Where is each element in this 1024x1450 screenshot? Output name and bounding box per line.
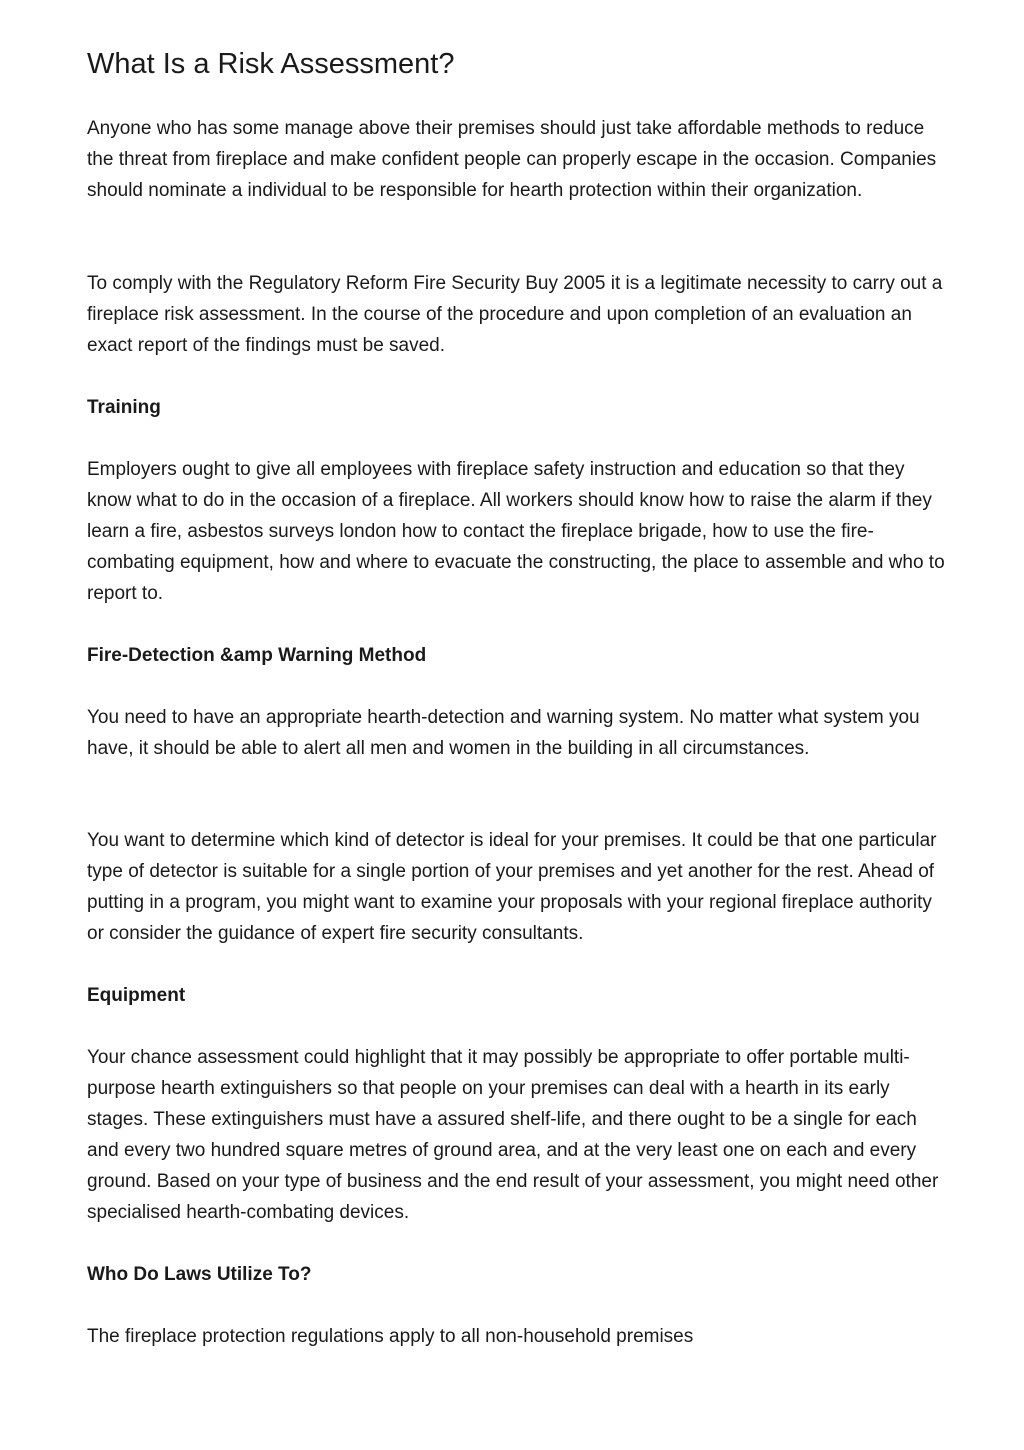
fire-detection-paragraph-2: You want to determine which kind of detector is ideal for your premises. It could be that one particular type of detector is suitable for a single portion of your premises and yet another for the rest. Ahead of putting in a program, you might want to examine your proposals with your regional fireplace authority or consider the guidance of expert fire security consultants.	[87, 830, 937, 944]
fire-detection-paragraph-1: You need to have an appropriate hearth-detection and warning system. No matter what system you have, it should be able to alert all men and women in the building in all circumstances.	[87, 707, 920, 759]
intro-paragraph-2: To comply with the Regulatory Reform Fire Security Buy 2005 it is a legitimate necessity to carry out a fireplace risk assessment. In the course of the procedure and upon completion of an evaluation an exact report of the findings must be saved.	[87, 273, 943, 356]
page-title: What Is a Risk Assessment?	[87, 48, 455, 80]
section-heading-training: Training	[87, 397, 161, 418]
section-heading-fire-detection: Fire-Detection &amp Warning Method	[87, 645, 427, 666]
section-heading-who-do-laws-apply: Who Do Laws Utilize To?	[87, 1264, 312, 1285]
intro-paragraph-1: Anyone who has some manage above their premises should just take affordable methods to reduce the threat from fireplace and make confident people can properly escape in the occasion. Companies should nominate a individual to be responsible for hearth protection within their organization.	[87, 118, 937, 201]
equipment-paragraph: Your chance assessment could highlight that it may possibly be appropriate to offer portable multi-purpose hearth extinguishers so that people on your premises can deal with a hearth in its early stages. These extinguishers must have a assured shelf-life, and there ought to be a single for each and every two hundred square metres of ground area, and at the very least one on each and every ground. Based on your type of business and the end result of your assessment, you might need other specialised hearth-combating devices.	[87, 1047, 939, 1223]
who-do-laws-apply-paragraph: The fireplace protection regulations apply to all non-household premises	[87, 1326, 694, 1347]
section-heading-equipment: Equipment	[87, 985, 186, 1006]
training-paragraph: Employers ought to give all employees with fireplace safety instruction and education so that they know what to do in the occasion of a fireplace. All workers should know how to raise the alarm if they learn a fire, asbestos surveys london how to contact the fireplace brigade, how to use the fire-combating equipment, how and where to evacuate the constructing, the place to assemble and who to report to.	[87, 459, 945, 604]
